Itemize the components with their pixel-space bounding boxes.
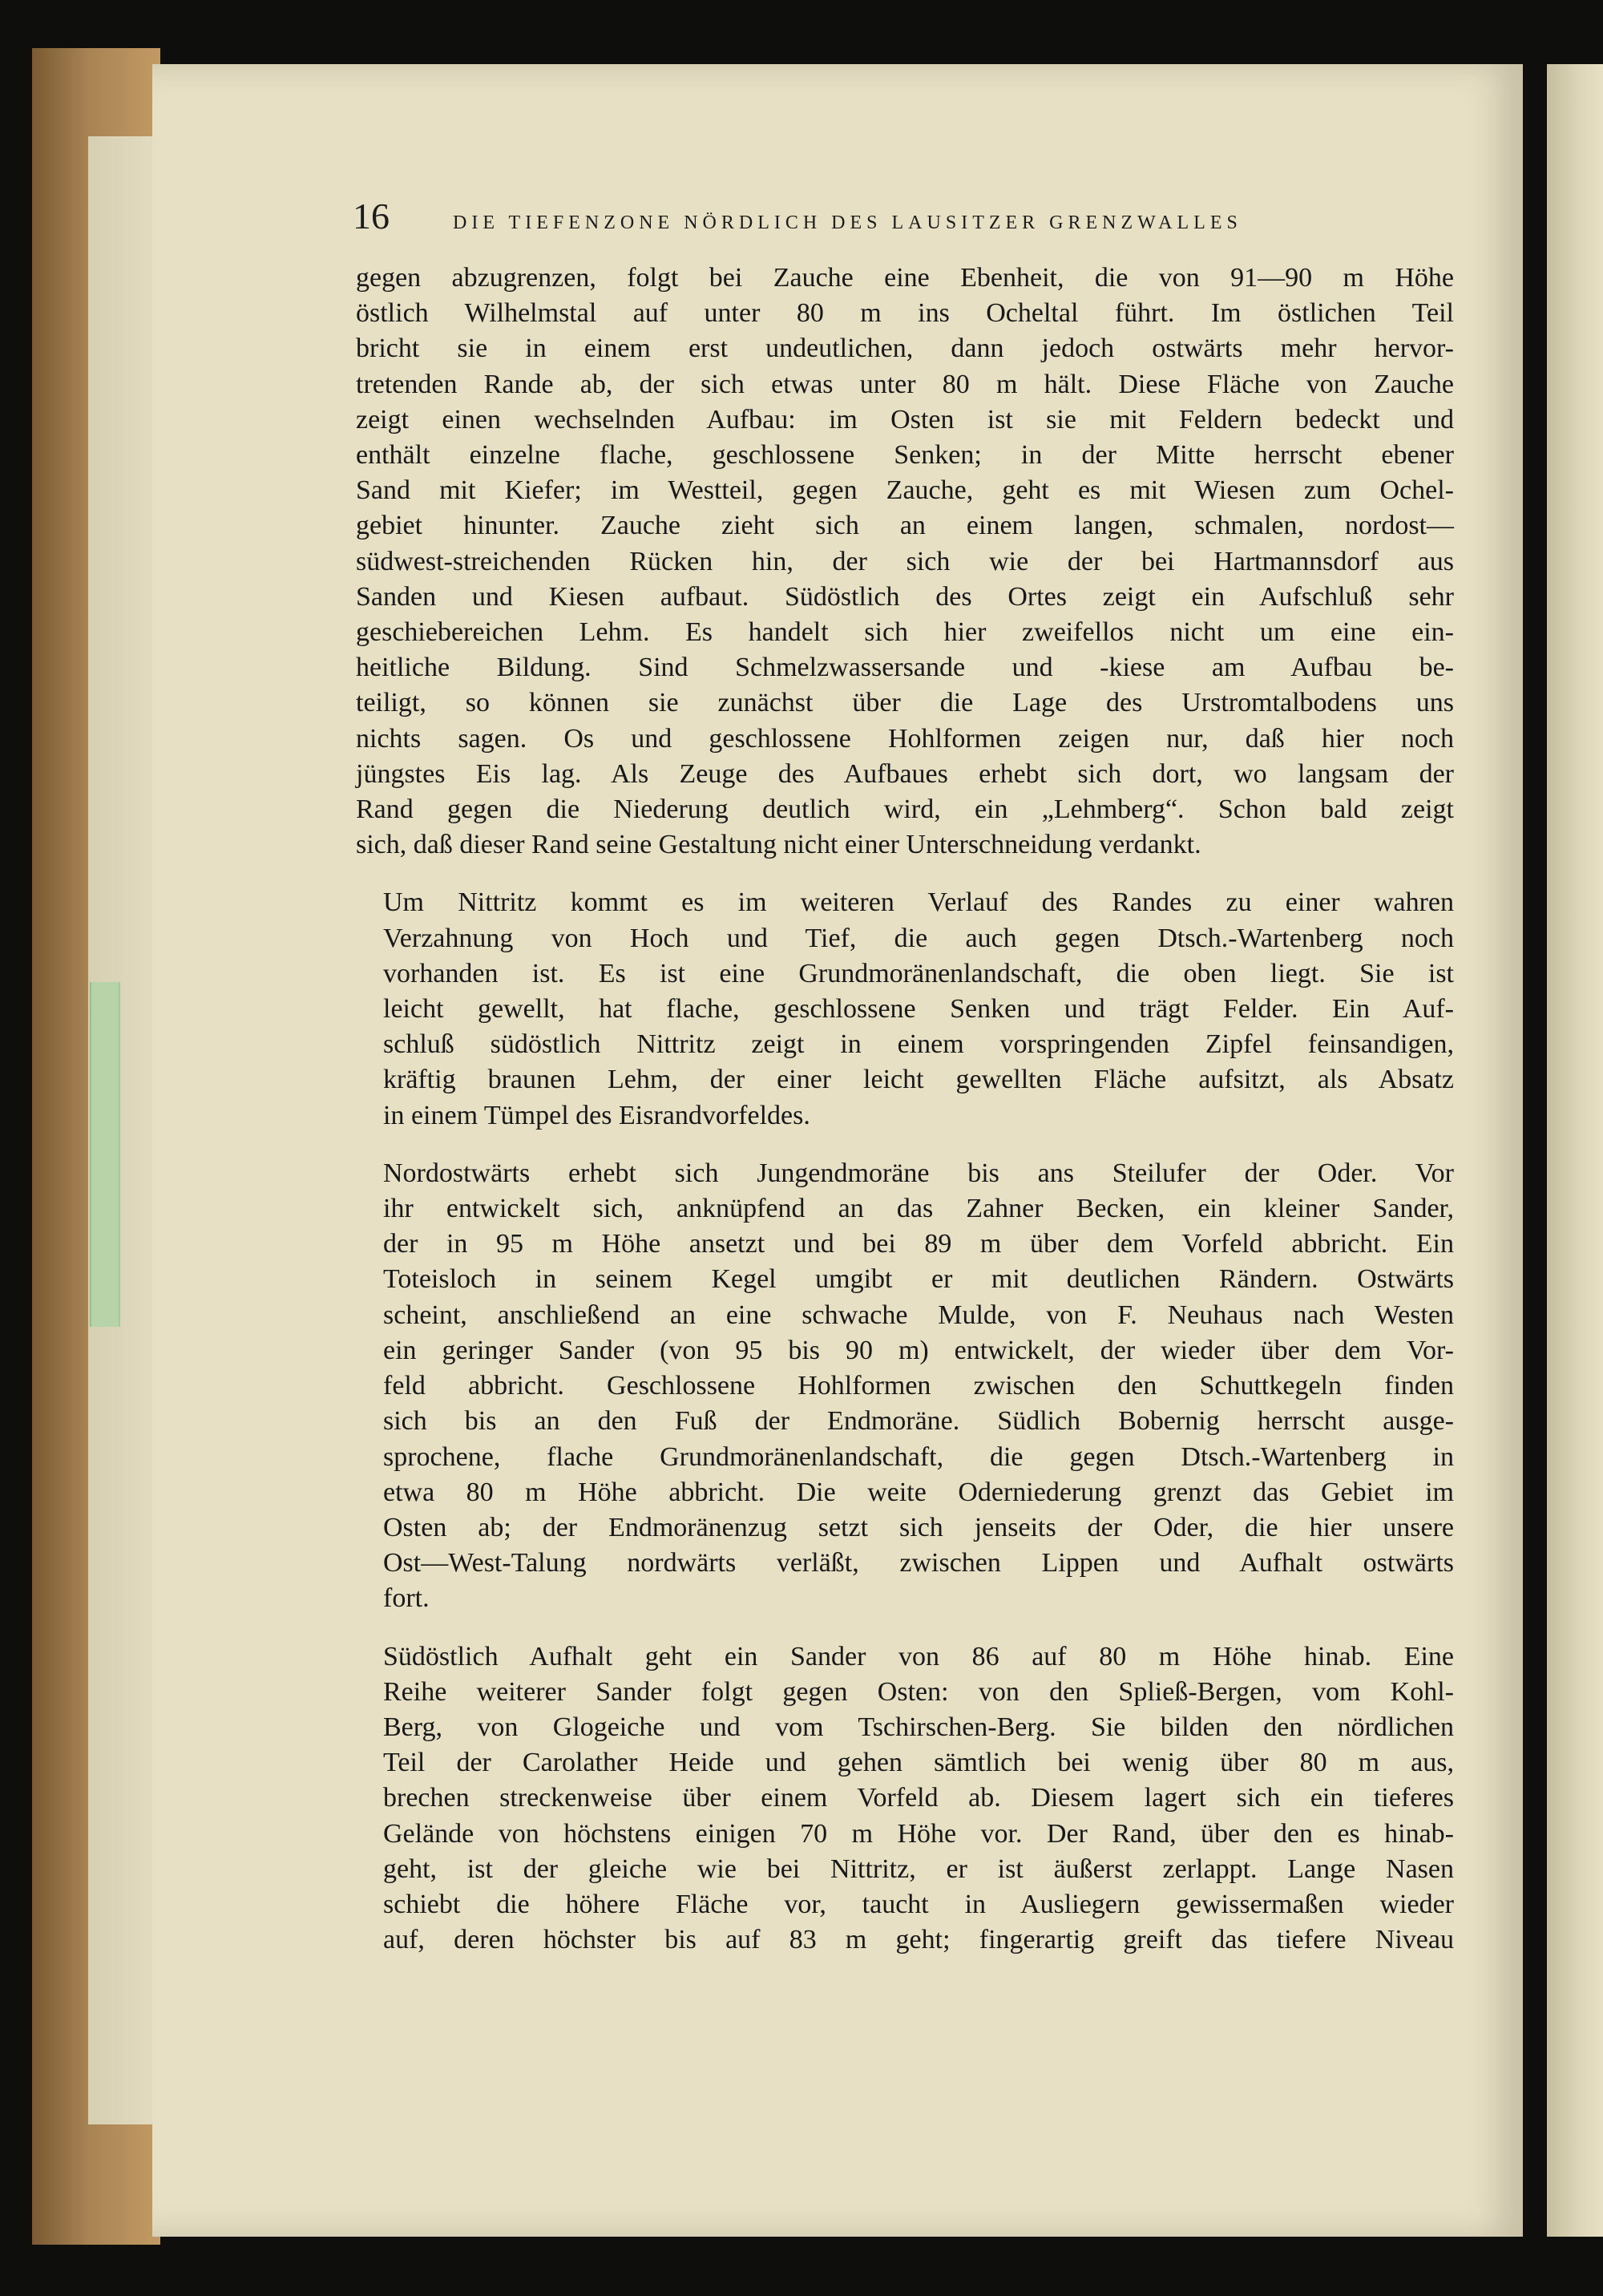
- text-line: Ost—West-Talung nordwärts verläßt, zwischen Lippen und Aufhalt ostwärts: [383, 1548, 1454, 1578]
- text-line: gegen abzugrenzen, folgt bei Zauche eine Ebenheit, die von 91—90 m Höhe: [356, 263, 1454, 293]
- bookmark-ribbon: [90, 982, 120, 1327]
- text-line: Rand gegen die Niederung deutlich wird, ein „Lehmberg“. Schon bald zeigt: [356, 794, 1454, 825]
- text-line: nichts sagen. Os und geschlossene Hohlformen zeigen nur, daß hier noch: [356, 723, 1454, 754]
- paragraph-3: [356, 1156, 1454, 1617]
- text-line: etwa 80 m Höhe abbricht. Die weite Oderniederung grenzt das Gebiet im: [383, 1477, 1454, 1507]
- text-line: kräftig braunen Lehm, der einer leicht gewellten Fläche aufsitzt, als Absatz: [383, 1065, 1454, 1095]
- text-line: sich bis an den Fuß der Endmoräne. Südlich Bobernig herrscht ausge-: [383, 1406, 1454, 1437]
- text-line: gebiet hinunter. Zauche zieht sich an einem langen, schmalen, nordost—: [356, 511, 1454, 541]
- text-line: geht, ist der gleiche wie bei Nittritz, er ist äußerst zerlappt. Lange Nasen: [383, 1853, 1454, 1884]
- text-line: Südöstlich Aufhalt geht ein Sander von 86 auf 80 m Höhe hinab. Eine: [383, 1641, 1454, 1671]
- text-line: tretenden Rande ab, der sich etwas unter 80 m hält. Diese Fläche von Zauche: [356, 369, 1454, 399]
- text-line: südwest-streichenden Rücken hin, der sich wie der bei Hartmannsdorf aus: [356, 546, 1454, 576]
- body-text: [356, 261, 1454, 1980]
- text-line: östlich Wilhelmstal auf unter 80 m ins Ocheltal führt. Im östlichen Teil: [356, 298, 1454, 329]
- text-line: der in 95 m Höhe ansetzt und bei 89 m über dem Vorfeld abbricht. Ein: [383, 1229, 1454, 1259]
- text-line: Osten ab; der Endmoränenzug setzt sich jenseits der Oder, die hier unsere: [383, 1512, 1454, 1542]
- paragraph-1: [356, 261, 1454, 863]
- page-number: 16: [353, 196, 390, 236]
- running-title: DIE TIEFENZONE NÖRDLICH DES LAUSITZER GRENZWALLES: [453, 212, 1242, 233]
- text-line: Reihe weiterer Sander folgt gegen Osten: von den Spließ-Bergen, vom Kohl-: [383, 1676, 1454, 1707]
- text-line: zeigt einen wechselnden Aufbau: im Osten ist sie mit Feldern bedeckt und: [356, 404, 1454, 435]
- text-line: Verzahnung von Hoch und Tief, die auch gegen Dtsch.-Wartenberg noch: [383, 923, 1454, 953]
- text-line: enthält einzelne flache, geschlossene Senken; in der Mitte herrscht ebener: [356, 440, 1454, 471]
- text-line: schluß südöstlich Nittritz zeigt in einem vorspringenden Zipfel feinsandigen,: [383, 1029, 1454, 1060]
- paragraph-2: [356, 885, 1454, 1133]
- text-line: Gelände von höchstens einigen 70 m Höhe vor. Der Rand, über den es hinab-: [383, 1818, 1454, 1849]
- text-line: vorhanden ist. Es ist eine Grundmoränenlandschaft, die oben liegt. Sie ist: [383, 958, 1454, 988]
- text-line: Berg, von Glogeiche und vom Tschirschen-Berg. Sie bilden den nördlichen: [383, 1712, 1454, 1742]
- text-line: Sand mit Kiefer; im Westteil, gegen Zauche, geht es mit Wiesen zum Ochel-: [356, 475, 1454, 506]
- text-line: sprochene, flache Grundmoränenlandschaft, die gegen Dtsch.-Wartenberg in: [383, 1441, 1454, 1472]
- text-line: heitliche Bildung. Sind Schmelzwassersande und -kiese am Aufbau be-: [356, 653, 1454, 683]
- page-header: [353, 192, 1435, 249]
- text-line: ihr entwickelt sich, anknüpfend an das Zahner Becken, ein kleiner Sander,: [383, 1194, 1454, 1224]
- text-line: geschiebereichen Lehm. Es handelt sich hier zweifellos nicht um eine ein-: [356, 617, 1454, 648]
- text-line: Sanden und Kiesen aufbaut. Südöstlich des Ortes zeigt ein Aufschluß sehr: [356, 581, 1454, 612]
- text-line: Nordostwärts erhebt sich Jungendmoräne bis ans Steilufer der Oder. Vor: [383, 1158, 1454, 1188]
- text-line: Um Nittritz kommt es im weiteren Verlauf des Randes zu einer wahren: [383, 887, 1454, 918]
- text-line: fort.: [383, 1583, 430, 1614]
- text-line: Teil der Carolather Heide und gehen sämtlich bei wenig über 80 m aus,: [383, 1748, 1454, 1778]
- text-line: teiligt, so können sie zunächst über die Lage des Urstromtalbodens uns: [356, 688, 1454, 718]
- text-line: feld abbricht. Geschlossene Hohlformen zwischen den Schuttkegeln finden: [383, 1371, 1454, 1401]
- text-line: schiebt die höhere Fläche vor, taucht in Ausliegern gewissermaßen wieder: [383, 1889, 1454, 1919]
- text-line: scheint, anschließend an eine schwache Mulde, von F. Neuhaus nach Westen: [383, 1300, 1454, 1330]
- text-line: brechen streckenweise über einem Vorfeld ab. Diesem lagert sich ein tieferes: [383, 1783, 1454, 1813]
- text-line: sich, daß dieser Rand seine Gestaltung nicht einer Unterschneidung verdankt.: [356, 830, 1201, 860]
- text-line: auf, deren höchster bis auf 83 m geht; fingerartig greift das tiefere Niveau: [383, 1925, 1454, 1955]
- text-line: in einem Tümpel des Eisrandvorfeldes.: [383, 1100, 810, 1130]
- text-line: ein geringer Sander (von 95 bis 90 m) entwickelt, der wieder über dem Vor-: [383, 1335, 1454, 1365]
- text-line: leicht gewellt, hat flache, geschlossene Senken und trägt Felder. Ein Auf-: [383, 994, 1454, 1025]
- text-line: jüngstes Eis lag. Als Zeuge des Aufbaues erhebt sich dort, wo langsam der: [356, 758, 1454, 789]
- paragraph-4: [356, 1639, 1454, 1958]
- facing-page-edge: [1547, 64, 1603, 2237]
- text-line: bricht sie in einem erst undeutlichen, dann jedoch ostwärts mehr hervor-: [356, 333, 1454, 364]
- text-line: Toteisloch in seinem Kegel umgibt er mit deutlichen Rändern. Ostwärts: [383, 1264, 1454, 1295]
